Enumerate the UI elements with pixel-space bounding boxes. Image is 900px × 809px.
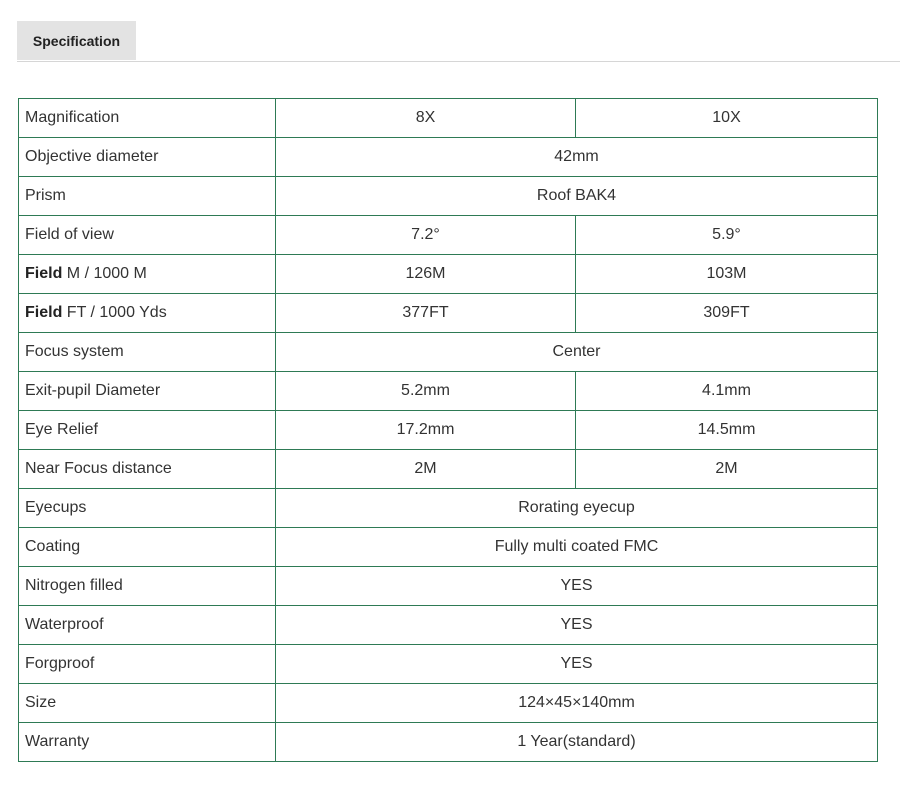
spec-label: [19, 294, 276, 333]
spec-label: Coating: [19, 528, 276, 567]
spec-value: 42mm: [276, 138, 878, 177]
spec-value-10x: 2M: [576, 450, 878, 489]
spec-value-10x: 103M: [576, 255, 878, 294]
spec-label-bold: Field: [25, 304, 63, 321]
specification-table: [18, 98, 878, 762]
table-row: [19, 528, 878, 567]
spec-value-8x: 2M: [276, 450, 576, 489]
table-row: [19, 606, 878, 645]
spec-label: Warranty: [19, 723, 276, 762]
tab-bar: [17, 21, 900, 62]
table-row: [19, 450, 878, 489]
spec-label: Waterproof: [19, 606, 276, 645]
spec-value-10x: 14.5mm: [576, 411, 878, 450]
spec-label-bold: Field: [25, 265, 63, 282]
table-row: [19, 216, 878, 255]
spec-value: Fully multi coated FMC: [276, 528, 878, 567]
spec-label: Field of view: [19, 216, 276, 255]
spec-value-8x: 5.2mm: [276, 372, 576, 411]
spec-value-8x: 377FT: [276, 294, 576, 333]
spec-value-8x: 8X: [276, 99, 576, 138]
spec-value-8x: 7.2°: [276, 216, 576, 255]
table-row: [19, 645, 878, 684]
table-row: [19, 684, 878, 723]
table-row: [19, 177, 878, 216]
spec-value-10x: 10X: [576, 99, 878, 138]
spec-value: Center: [276, 333, 878, 372]
spec-label: Forgproof: [19, 645, 276, 684]
spec-value: 124×45×140mm: [276, 684, 878, 723]
table-row: [19, 411, 878, 450]
spec-value-10x: 4.1mm: [576, 372, 878, 411]
spec-label: Exit-pupil Diameter: [19, 372, 276, 411]
spec-value-8x: 126M: [276, 255, 576, 294]
spec-label: Prism: [19, 177, 276, 216]
spec-value-10x: 309FT: [576, 294, 878, 333]
spec-value: 1 Year(standard): [276, 723, 878, 762]
spec-value: YES: [276, 567, 878, 606]
spec-value-8x: 17.2mm: [276, 411, 576, 450]
spec-label: Eye Relief: [19, 411, 276, 450]
spec-label: Size: [19, 684, 276, 723]
table-row: [19, 138, 878, 177]
spec-label: Eyecups: [19, 489, 276, 528]
spec-label: Magnification: [19, 99, 276, 138]
table-row: [19, 294, 878, 333]
spec-value: Rorating eyecup: [276, 489, 878, 528]
table-row: [19, 255, 878, 294]
spec-label: Objective diameter: [19, 138, 276, 177]
spec-label-rest: M / 1000 M: [62, 265, 147, 282]
spec-value: YES: [276, 606, 878, 645]
spec-value: Roof BAK4: [276, 177, 878, 216]
spec-label: Nitrogen filled: [19, 567, 276, 606]
table-row: [19, 723, 878, 762]
spec-label: Focus system: [19, 333, 276, 372]
spec-label-rest: FT / 1000 Yds: [62, 304, 167, 321]
spec-value: YES: [276, 645, 878, 684]
table-row: [19, 99, 878, 138]
table-row: [19, 372, 878, 411]
table-row: [19, 489, 878, 528]
spec-label: Near Focus distance: [19, 450, 276, 489]
spec-label: [19, 255, 276, 294]
table-row: [19, 567, 878, 606]
table-row: [19, 333, 878, 372]
spec-value-10x: 5.9°: [576, 216, 878, 255]
tab-specification[interactable]: Specification: [17, 21, 136, 60]
